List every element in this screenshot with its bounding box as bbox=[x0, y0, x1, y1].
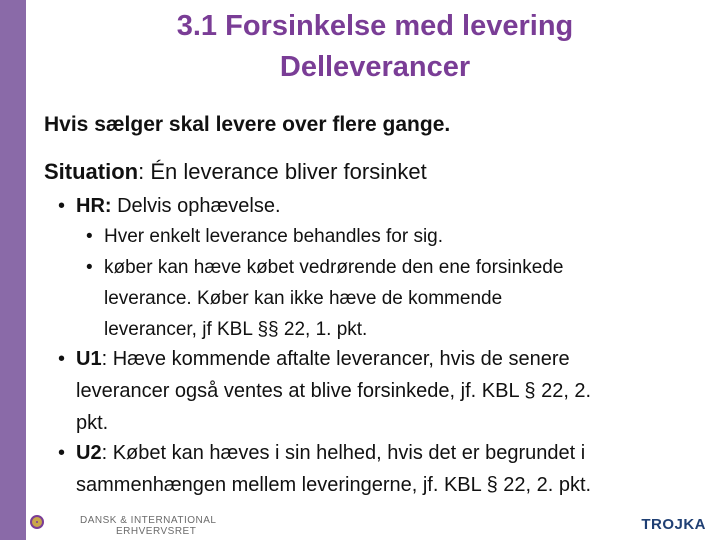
u1-label: U1 bbox=[76, 348, 102, 370]
hr-sub-bullet-2 bbox=[86, 257, 563, 279]
hr-sub2-line3: leverancer, jf KBL §§ 22, 1. pkt. bbox=[104, 319, 368, 340]
u2-line1: : Købet kan hæves i sin helhed, hvis det er begrundet i bbox=[101, 442, 586, 464]
u2-label: U2 bbox=[76, 442, 102, 464]
footer-org-line2: ERHVERVSRET bbox=[116, 526, 197, 537]
bullet-dot-icon: • bbox=[58, 442, 66, 464]
title-line-1: 3.1 Forsinkelse med levering bbox=[176, 10, 574, 42]
seal-logo-icon bbox=[30, 515, 44, 529]
u1-line3: pkt. bbox=[76, 412, 109, 434]
hr-sub2-line2: leverance. Køber kan ikke hæve de kommende bbox=[104, 288, 503, 309]
u2-line2: sammenhængen mellem leveringerne, jf. KBL § 22, 2. pkt. bbox=[76, 474, 592, 496]
slide-title bbox=[60, 6, 690, 88]
footer-brand-logo: TROJKA bbox=[641, 516, 706, 533]
sidebar-accent-bar bbox=[0, 0, 26, 540]
hr-text: Delvis ophævelse. bbox=[111, 195, 281, 217]
situation-label: Situation bbox=[44, 159, 139, 184]
bullet-dot-icon: • bbox=[86, 257, 93, 278]
bullet-dot-icon: • bbox=[58, 348, 66, 370]
u2-bullet bbox=[58, 442, 585, 465]
situation-text: : Én leverance bliver forsinket bbox=[138, 159, 427, 184]
hr-bullet bbox=[58, 195, 281, 218]
title-line-2: Delleverancer bbox=[279, 51, 471, 83]
situation-line bbox=[44, 159, 427, 185]
bullet-dot-icon: • bbox=[58, 195, 66, 217]
hr-sub1-text: Hver enkelt leverance behandles for sig. bbox=[104, 226, 444, 247]
intro-text: Hvis sælger skal levere over flere gange. bbox=[44, 113, 451, 136]
u1-bullet bbox=[58, 348, 570, 371]
u1-line2: leverancer også ventes at blive forsinkede, jf. KBL § 22, 2. bbox=[76, 380, 592, 402]
footer-org-line1: DANSK & INTERNATIONAL bbox=[80, 515, 217, 526]
hr-sub-bullet-1 bbox=[86, 226, 443, 248]
hr-label: HR: bbox=[76, 195, 112, 217]
footer-org-name bbox=[80, 515, 216, 537]
u1-line1: : Hæve kommende aftalte leverancer, hvis de senere bbox=[101, 348, 570, 370]
hr-sub2-line1: køber kan hæve købet vedrørende den ene forsinkede bbox=[104, 257, 564, 278]
bullet-dot-icon: • bbox=[86, 226, 93, 247]
